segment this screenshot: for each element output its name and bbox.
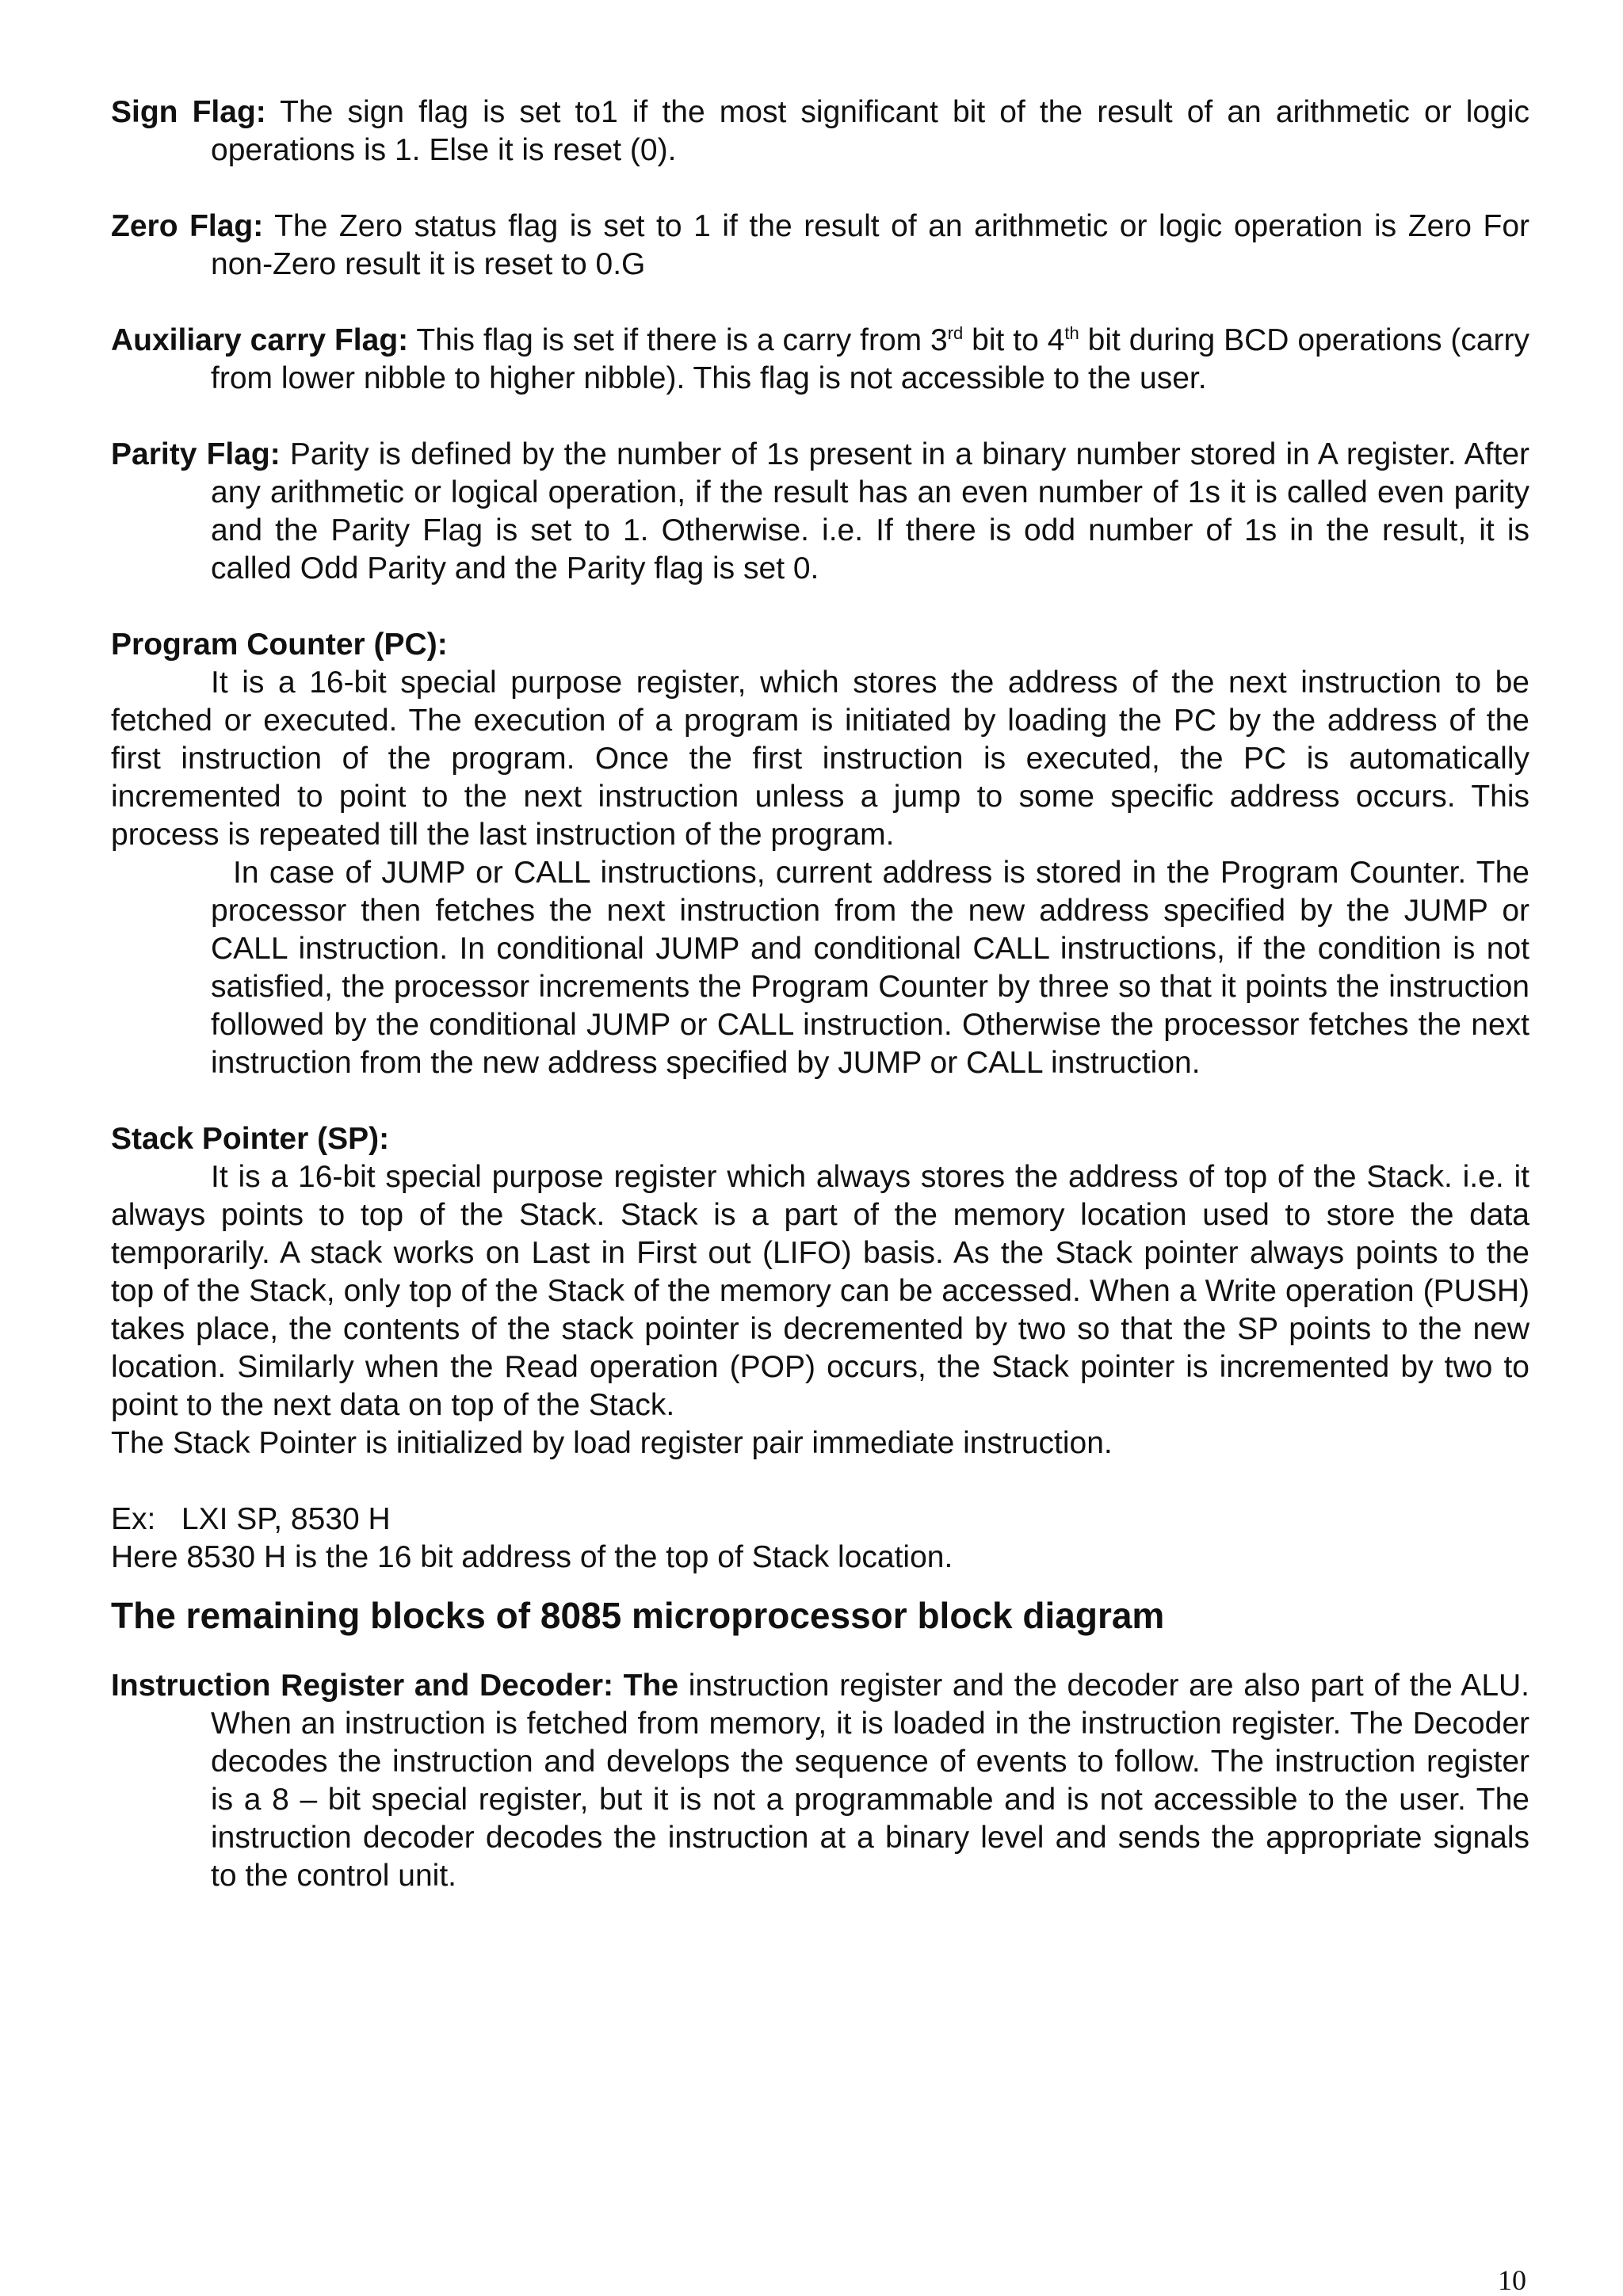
aux-carry-flag-label: Auxiliary carry Flag: xyxy=(111,323,409,357)
zero-flag-text: The Zero status flag is set to 1 if the result of an arithmetic or logic operation is Zero For non-Zero result it is reset to 0.G xyxy=(211,209,1529,281)
parity-flag-text: Parity is defined by the number of 1s present in a binary number stored in A register. After any arithmetic or logical operation, if the result has an even number of 1s it is called even parity and the Parity Flag is set to 1. Otherwise. i.e. If there is odd number of 1s in the result, it is called Odd Parity and the Parity flag is set 0. xyxy=(211,437,1529,585)
program-counter-heading: Program Counter (PC): xyxy=(111,627,448,662)
aux-carry-sup-th: th xyxy=(1064,323,1079,343)
program-counter-para-2: In case of JUMP or CALL instructions, current address is stored in the Program Counter. The processor then fetches the next instruction from the new address specified by the JUMP or CALL instruction. In conditional JUMP and conditional CALL instructions, if the condition is not satisfied, the processor increments the Program Counter by three so that it points the instruction followed by the conditional JUMP or CALL instruction. Otherwise the processor fetches the next instruction from the new address specified by JUMP or CALL instruction. xyxy=(211,856,1529,1080)
parity-flag-label: Parity Flag: xyxy=(111,437,281,471)
stack-pointer-para-1: It is a 16-bit special purpose register which always stores the address of top of the Stack. i.e. it always points to top of the Stack. Stack is a part of the memory location used to store the data temporarily. A stack works on Last in First out (LIFO) basis. As the Stack pointer always points to the top of the Stack, only top of the Stack of the memory can be accessed. When a Write operation (PUSH) takes place, the contents of the stack pointer is decremented by two so that the SP points to the new location. Similarly when the Read operation (POP) occurs, the Stack pointer is incremented by two to point to the next data on top of the Stack. xyxy=(111,1160,1529,1422)
aux-carry-sup-rd: rd xyxy=(947,323,964,343)
sign-flag-label: Sign Flag: xyxy=(111,95,266,129)
aux-carry-text-c: bit during BCD operations (carry from lower nibble to higher nibble). This flag is not accessible to the user. xyxy=(211,323,1529,395)
parity-flag-paragraph xyxy=(111,436,1529,588)
program-counter-para-1: It is a 16-bit special purpose register, which stores the address of the next instruction to be fetched or executed. The execution of a program is initiated by loading the PC by the address of the first instruction of the program. Once the first instruction is executed, the PC is automatically incremented to point to the next instruction unless a jump to some specific address occurs. This process is repeated till the last instruction of the program. xyxy=(111,666,1529,852)
instruction-register-paragraph xyxy=(111,1667,1529,1895)
zero-flag-paragraph xyxy=(111,208,1529,284)
stack-pointer-example xyxy=(111,1501,1529,1539)
instruction-register-label: Instruction Register and Decoder: The xyxy=(111,1669,679,1703)
stack-pointer-heading: Stack Pointer (SP): xyxy=(111,1122,390,1156)
remaining-blocks-title: The remaining blocks of 8085 microprocessor block diagram xyxy=(111,1595,1165,1636)
zero-flag-label: Zero Flag: xyxy=(111,209,264,243)
instruction-register-text: instruction register and the decoder are also part of the ALU. When an instruction is fetched from memory, it is loaded in the instruction register. The Decoder decodes the instruction and develops the sequence of events to follow. The instruction register is a 8 – bit special register, but it is not a programmable and is not accessible to the user. The instruction decoder decodes the instruction at a binary level and sends the appropriate signals to the control unit. xyxy=(211,1669,1530,1893)
document-page xyxy=(111,93,1529,1895)
aux-carry-text-a: This flag is set if there is a carry from 3 xyxy=(408,323,948,357)
sign-flag-text: The sign flag is set to1 if the most significant bit of the result of an arithmetic or logic operations is 1. Else it is reset (0). xyxy=(211,95,1529,167)
example-prefix: Ex: xyxy=(111,1502,156,1536)
example-code: LXI SP, 8530 H xyxy=(181,1502,391,1536)
stack-pointer-example-note: Here 8530 H is the 16 bit address of the top of Stack location. xyxy=(111,1540,953,1574)
page-number: 10 xyxy=(1498,2264,1526,2296)
aux-carry-text-b: bit to 4 xyxy=(963,323,1065,357)
stack-pointer-para-2: The Stack Pointer is initialized by load register pair immediate instruction. xyxy=(111,1426,1113,1460)
sign-flag-paragraph xyxy=(111,93,1529,170)
aux-carry-flag-paragraph xyxy=(111,322,1529,398)
